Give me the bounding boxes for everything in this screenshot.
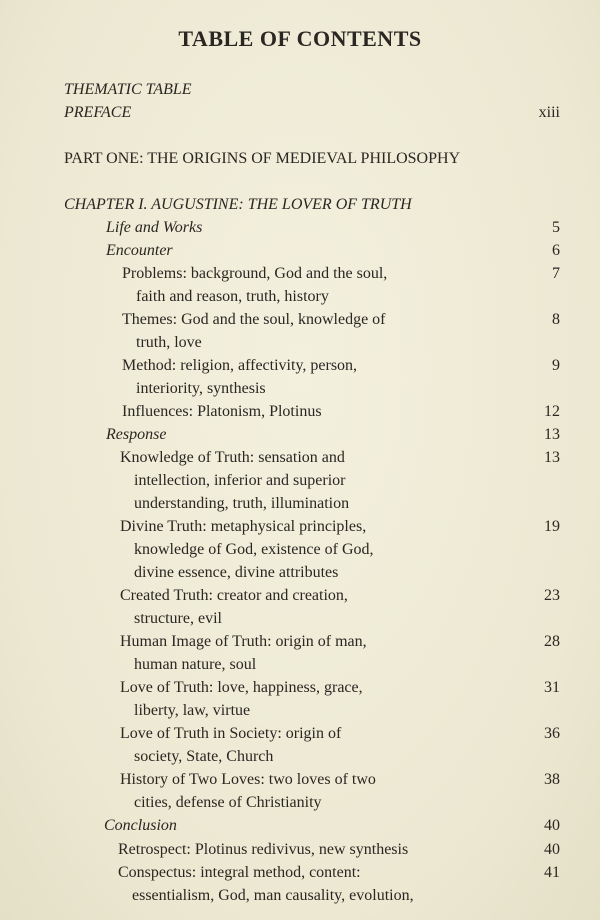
toc-method-page: 9 <box>552 357 560 374</box>
toc-society-line1: Love of Truth in Society: origin of <box>120 725 342 742</box>
toc-knowledge-line2: intellection, inferior and superior <box>134 472 346 489</box>
toc-retrospect: Retrospect: Plotinus redivivus, new synthesis <box>118 841 409 858</box>
toc-problems-page: 7 <box>552 265 560 282</box>
part-one-heading: PART ONE: THE ORIGINS OF MEDIEVAL PHILOSOPHY <box>64 150 461 167</box>
toc-response-page: 13 <box>544 426 560 443</box>
toc-knowledge-page: 13 <box>544 449 560 466</box>
toc-preface-page: xiii <box>538 104 560 121</box>
toc-created-page: 23 <box>544 587 560 604</box>
toc-history-line2: cities, defense of Christianity <box>134 794 322 811</box>
toc-preface: PREFACE <box>64 104 132 121</box>
toc-love-page: 31 <box>544 679 560 696</box>
toc-love-line2: liberty, law, virtue <box>134 702 251 719</box>
toc-retrospect-page: 40 <box>544 841 560 858</box>
toc-problems-line2: faith and reason, truth, history <box>136 288 329 305</box>
toc-conspectus-line2: essentialism, God, man causality, evolution, <box>132 887 414 904</box>
toc-method-line1: Method: religion, affectivity, person, <box>122 357 358 374</box>
chapter-one-heading: CHAPTER I. AUGUSTINE: THE LOVER OF TRUTH <box>64 196 412 213</box>
toc-human-page: 28 <box>544 633 560 650</box>
toc-life-and-works: Life and Works <box>106 219 203 236</box>
toc-life-and-works-page: 5 <box>552 219 560 236</box>
toc-history-page: 38 <box>544 771 560 788</box>
toc-knowledge-line3: understanding, truth, illumination <box>134 495 350 512</box>
toc-influences: Influences: Platonism, Plotinus <box>122 403 322 420</box>
toc-conclusion-page: 40 <box>544 817 560 834</box>
toc-problems-line1: Problems: background, God and the soul, <box>122 265 388 282</box>
toc-history-line1: History of Two Loves: two loves of two <box>120 771 376 788</box>
toc-conclusion: Conclusion <box>104 817 177 834</box>
toc-divine-line3: divine essence, divine attributes <box>134 564 339 581</box>
toc-love-line1: Love of Truth: love, happiness, grace, <box>120 679 363 696</box>
toc-themes-line2: truth, love <box>136 334 202 351</box>
toc-human-line1: Human Image of Truth: origin of man, <box>120 633 367 650</box>
toc-thematic-table: THEMATIC TABLE <box>64 81 192 98</box>
toc-encounter-page: 6 <box>552 242 560 259</box>
toc-conspectus-page: 41 <box>544 864 560 881</box>
toc-divine-line2: knowledge of God, existence of God, <box>134 541 374 558</box>
toc-response: Response <box>106 426 167 443</box>
toc-society-page: 36 <box>544 725 560 742</box>
toc-created-line1: Created Truth: creator and creation, <box>120 587 348 604</box>
toc-encounter: Encounter <box>106 242 173 259</box>
toc-themes-line1: Themes: God and the soul, knowledge of <box>122 311 386 328</box>
toc-influences-page: 12 <box>544 403 560 420</box>
toc-knowledge-line1: Knowledge of Truth: sensation and <box>120 449 345 466</box>
toc-method-line2: interiority, synthesis <box>136 380 266 397</box>
page-title: TABLE OF CONTENTS <box>178 26 422 51</box>
toc-created-line2: structure, evil <box>134 610 222 627</box>
toc-themes-page: 8 <box>552 311 560 328</box>
toc-divine-line1: Divine Truth: metaphysical principles, <box>120 518 367 535</box>
toc-divine-page: 19 <box>544 518 560 535</box>
toc-human-line2: human nature, soul <box>134 656 257 673</box>
toc-society-line2: society, State, Church <box>134 748 274 765</box>
toc-conspectus-line1: Conspectus: integral method, content: <box>118 864 361 881</box>
